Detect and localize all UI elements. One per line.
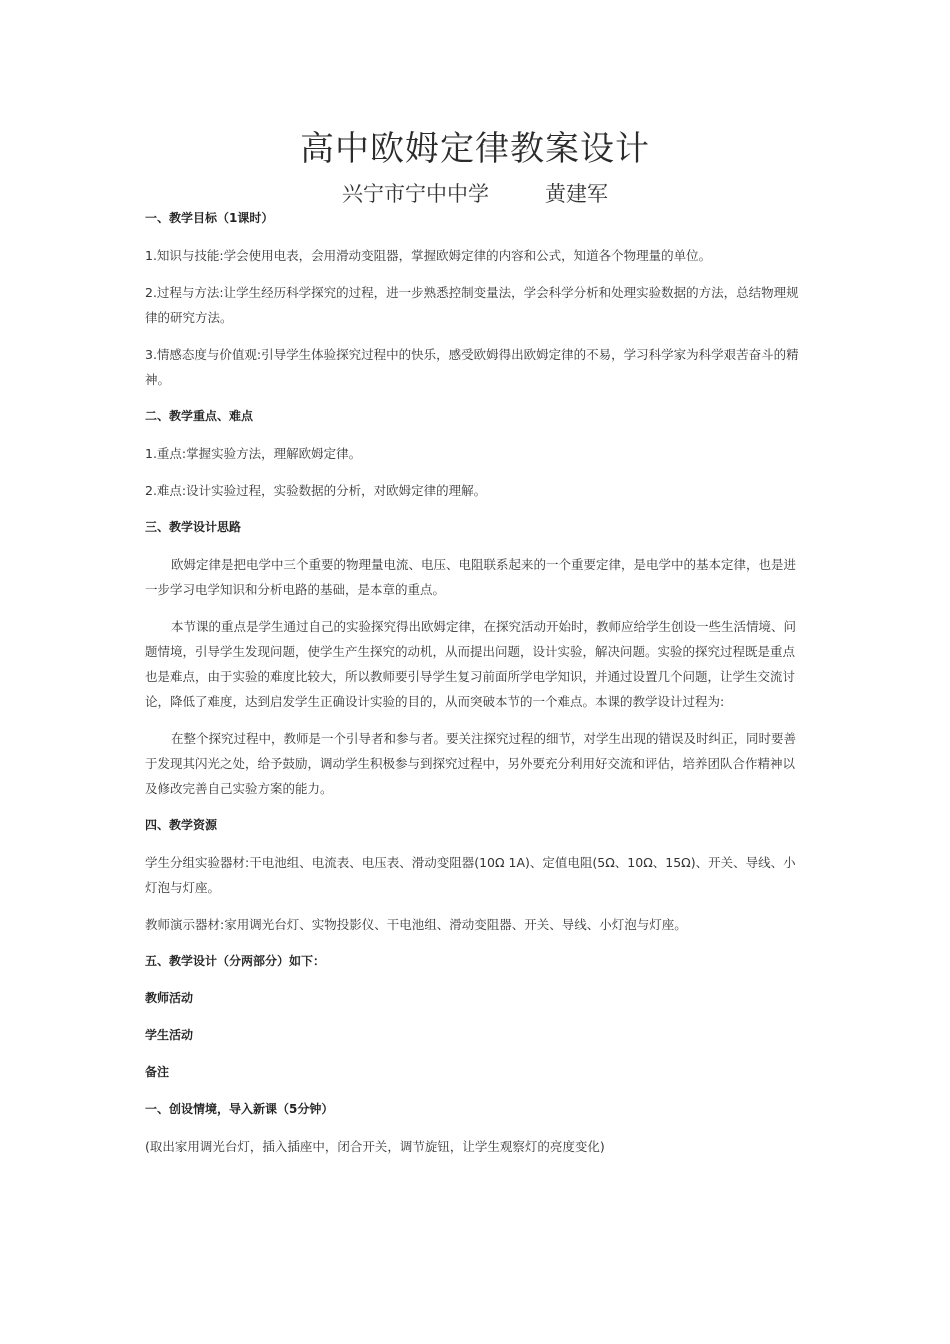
body-paragraph: 1.重点:掌握实验方法，理解欧姆定律。: [145, 446, 362, 461]
body-paragraph: 3.情感态度与价值观:引导学生体验探究过程中的快乐，感受欧姆得出欧姆定律的不易，学习科学家为科学艰苦奋斗的精神。: [145, 347, 799, 387]
body-paragraph: 学生分组实验器材:干电池组、电流表、电压表、滑动变阻器(10Ω 1A)、定值电阻(5Ω、10Ω、15Ω)、开关、导线、小灯泡与灯座。: [145, 855, 796, 895]
section-heading: 一、创设情境，导入新课（5分钟）: [145, 1102, 334, 1116]
body-paragraph: 1.知识与技能:学会使用电表，会用滑动变阻器，掌握欧姆定律的内容和公式，知道各个物理量的单位。: [145, 248, 712, 263]
body-paragraph: 本节课的重点是学生通过自己的实验探究得出欧姆定律，在探究活动开始时，教师应给学生创设一些生活情境、问题情境，引导学生发现问题，使学生产生探究的动机，从而提出问题，设计实验，解决问题。实验的探究过程既是重点也是难点，由于实验的难度比较大，所以教师要引导学生复习前面所学电学知识，并通过设置几个问题，让学生交流讨论，降低了难度，达到启发学生正确设计实验的目的，从而突破本节的一个难点。本课的教学设计过程为:: [145, 619, 797, 709]
section-heading: 四、教学资源: [145, 818, 218, 832]
section-heading: 三、教学设计思路: [145, 520, 242, 534]
body-paragraph: 2.难点:设计实验过程，实验数据的分析，对欧姆定律的理解。: [145, 483, 487, 498]
school-name: 兴宁市宁中中学: [342, 182, 489, 206]
section-heading: 备注: [145, 1065, 170, 1079]
section-heading: 教师活动: [145, 991, 194, 1005]
author-name: 黄建军: [545, 182, 608, 206]
section-heading: 五、教学设计（分两部分）如下：: [145, 954, 326, 968]
body-paragraph: 教师演示器材:家用调光台灯、实物投影仪、干电池组、滑动变阻器、开关、导线、小灯泡与灯座。: [145, 917, 687, 932]
body-paragraph: (取出家用调光台灯，插入插座中，闭合开关，调节旋钮，让学生观察灯的亮度变化): [145, 1139, 605, 1154]
section-heading: 二、教学重点、难点: [145, 409, 254, 423]
body-paragraph: 欧姆定律是把电学中三个重要的物理量电流、电压、电阻联系起来的一个重要定律，是电学中的基本定律，也是进一步学习电学知识和分析电路的基础，是本章的重点。: [145, 557, 797, 597]
body-paragraph: 在整个探究过程中，教师是一个引导者和参与者。要关注探究过程的细节，对学生出现的错误及时纠正，同时要善于发现其闪光之处，给予鼓励，调动学生积极参与到探究过程中，另外要充分利用好交流和评估，培养团队合作精神以及修改完善自己实验方案的能力。: [145, 731, 797, 796]
document-body: [145, 206, 807, 1171]
page-title: 高中欧姆定律教案设计: [300, 129, 650, 169]
section-heading: 一、教学目标（1课时）: [145, 211, 274, 225]
body-paragraph: 2.过程与方法:让学生经历科学探究的过程，进一步熟悉控制变量法，学会科学分析和处理实验数据的方法，总结物理规律的研究方法。: [145, 285, 799, 325]
section-heading: 学生活动: [145, 1028, 194, 1042]
